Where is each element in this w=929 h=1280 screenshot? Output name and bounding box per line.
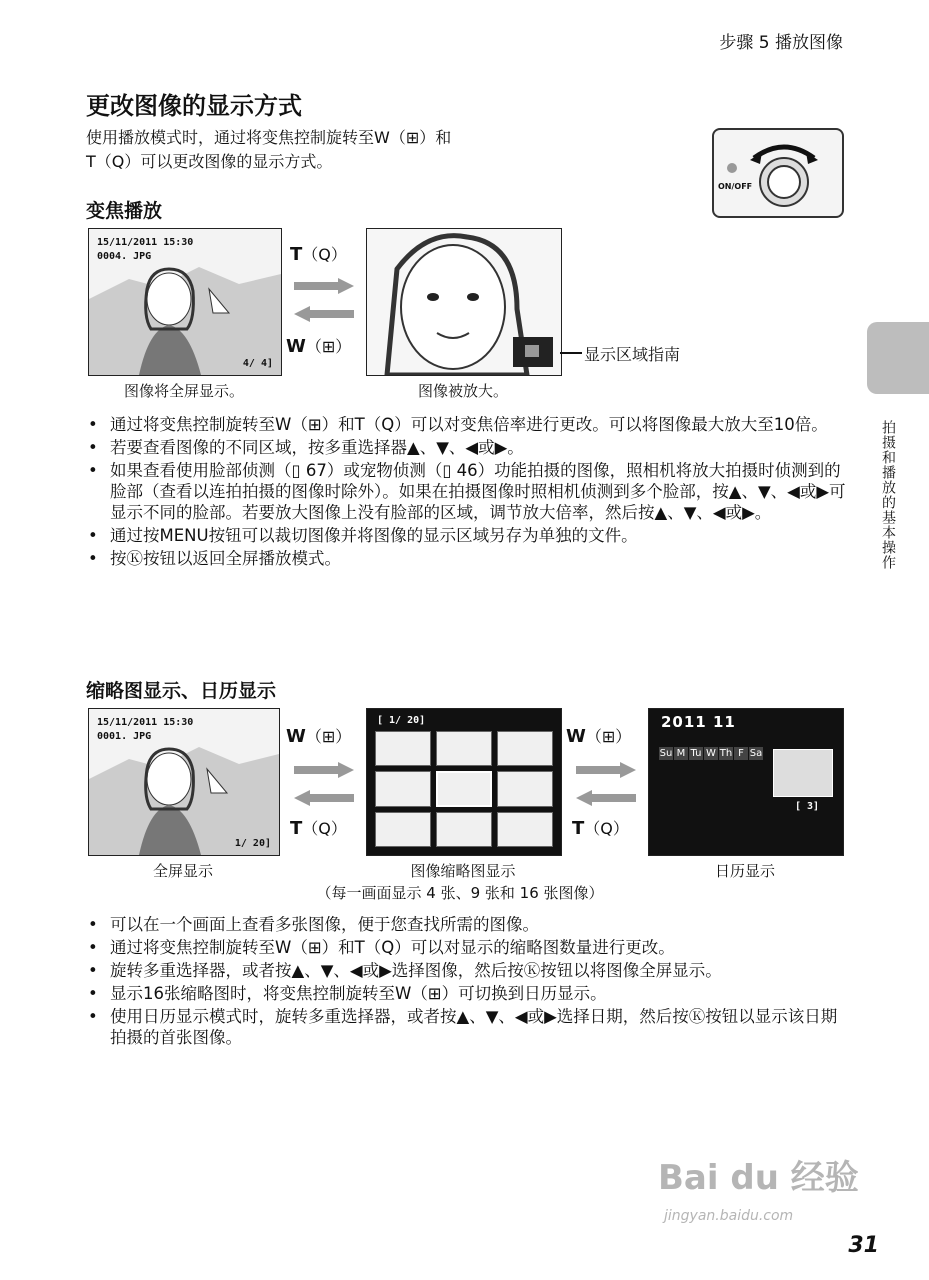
weekday-label: Su xyxy=(659,748,673,759)
calendar-grid xyxy=(659,747,763,760)
list-item: • 若要查看图像的不同区域，按多重选择器▲、▼、◀或▶。 xyxy=(88,437,848,458)
zoom-bullet-list xyxy=(88,414,848,571)
intro-line-1: 使用播放模式时，通过将变焦控制旋转至W（⊞）和 xyxy=(86,128,452,147)
caption-fullscreen: 图像将全屏显示。 xyxy=(123,382,244,400)
intro-text xyxy=(86,126,666,174)
control-t-letter: T xyxy=(290,818,303,839)
list-item: • 通过将变焦控制旋转至W（⊞）和T（Q）可以对变焦倍率进行更改。可以将图像最大放大至10倍。 xyxy=(88,414,848,435)
page-number: 31 xyxy=(848,1233,879,1258)
thumbnail xyxy=(497,812,553,847)
thumbnail xyxy=(497,771,553,806)
thumbnail-selected xyxy=(436,771,492,806)
arrow-left-icon xyxy=(294,790,354,806)
control-w-letter: W xyxy=(286,726,306,747)
thumbnail-icon: （⊞） xyxy=(585,727,632,746)
control-t-2 xyxy=(290,816,347,839)
on-off-label: ON/OFF xyxy=(718,182,753,191)
calendar-screen xyxy=(648,708,844,856)
calendar-year-month: 2011 11 xyxy=(661,713,736,731)
list-item: • 可以在一个画面上查看多张图像，便于您查找所需的图像。 xyxy=(88,914,848,935)
zoom-in-icon: （Q） xyxy=(584,819,629,838)
control-w-3 xyxy=(566,724,631,747)
arrow-right-icon xyxy=(576,762,636,778)
thumbnail xyxy=(375,812,431,847)
control-t-3 xyxy=(572,816,629,839)
fullscreen-screen xyxy=(88,228,282,376)
thumbnail xyxy=(375,771,431,806)
control-w-2 xyxy=(286,724,351,747)
thumbnail-icon: （⊞） xyxy=(305,727,352,746)
screen-counter: 1/ 20] xyxy=(234,838,271,849)
display-area-guide-label: 显示区域指南 xyxy=(584,345,681,364)
calendar-counter: [ 3] xyxy=(795,801,820,812)
zoom-playback-title: 变焦播放 xyxy=(86,200,163,222)
intro-line-2: T（Q）可以更改图像的显示方式。 xyxy=(86,152,333,171)
thumbnail-screen xyxy=(366,708,562,856)
watermark-url: jingyan.baidu.com xyxy=(664,1208,794,1224)
list-item: • 如果查看使用脸部侦测（▯ 67）或宠物侦测（▯ 46）功能拍摄的图像，照相机将放大拍摄时侦测到的脸部（查看以连拍拍摄的图像时除外）。如果在拍摄图像时照相机侦测到多个脸部，按▲、▼、◀或▶可显示不同的脸部。若要放大图像上没有脸部的区域，调节放大倍率，然后按▲、▼、◀或▶。 xyxy=(88,460,848,523)
thumbnail-calendar-title: 缩略图显示、日历显示 xyxy=(86,680,277,702)
screen-datetime: 15/11/2011 15:30 xyxy=(97,237,194,248)
thumbnail xyxy=(497,731,553,766)
side-tab-marker xyxy=(867,322,929,394)
thumbnail xyxy=(436,731,492,766)
weekday-label: Sa xyxy=(749,748,763,759)
screen-filename: 0001. JPG xyxy=(97,731,152,742)
list-item: • 旋转多重选择器，或者按▲、▼、◀或▶选择图像，然后按Ⓚ按钮以将图像全屏显示。 xyxy=(88,960,848,981)
list-item: • 通过按MENU按钮可以裁切图像并将图像的显示区域另存为单独的文件。 xyxy=(88,525,848,546)
arrow-left-icon xyxy=(294,306,354,322)
caption-zoomed: 图像被放大。 xyxy=(417,382,508,400)
thumbnail-counter: [ 1/ 20] xyxy=(377,715,426,726)
control-t-letter: T xyxy=(572,818,585,839)
control-t xyxy=(290,242,347,265)
guide-pointer-line xyxy=(560,352,582,354)
caption-note: （每一画面显示 4 张、9 张和 16 张图像） xyxy=(316,884,604,902)
chapter-header: 步骤 5 播放图像 xyxy=(719,33,843,53)
weekday-label: Th xyxy=(719,748,733,759)
zoom-in-icon: （Q） xyxy=(302,819,347,838)
weekday-label: F xyxy=(734,747,748,760)
caption-calendar-display: 日历显示 xyxy=(714,862,775,880)
screen-counter: 4/ 4] xyxy=(242,358,273,369)
weekday-label: W xyxy=(704,747,718,760)
list-item: • 按Ⓚ按钮以返回全屏播放模式。 xyxy=(88,548,848,569)
screen-filename: 0004. JPG xyxy=(97,251,152,262)
weekday-label: M xyxy=(674,747,688,760)
control-t-letter: T xyxy=(290,244,303,265)
arrow-right-icon xyxy=(294,278,354,294)
zoomed-screen xyxy=(366,228,562,376)
zoomed-face-image xyxy=(367,229,561,375)
thumbnail xyxy=(375,731,431,766)
arrow-left-icon xyxy=(576,790,636,806)
control-w xyxy=(286,334,351,357)
control-w-letter: W xyxy=(286,336,306,357)
list-item: • 显示16张缩略图时，将变焦控制旋转至W（⊞）可切换到日历显示。 xyxy=(88,983,848,1004)
fullscreen-screen-2 xyxy=(88,708,280,856)
thumbnail xyxy=(436,812,492,847)
control-w-letter: W xyxy=(566,726,586,747)
thumbnail-grid xyxy=(375,731,553,847)
screen-datetime: 15/11/2011 15:30 xyxy=(97,717,194,728)
caption-thumbnail-display: 图像缩略图显示 xyxy=(410,862,516,880)
arrow-right-icon xyxy=(294,762,354,778)
caption-full-display: 全屏显示 xyxy=(152,862,213,880)
page-title: 更改图像的显示方式 xyxy=(86,92,302,120)
baidu-watermark: Bai du 经验 xyxy=(658,1158,859,1198)
weekday-label: Tu xyxy=(690,748,702,759)
zoom-in-icon: （Q） xyxy=(302,245,347,264)
list-item: • 使用日历显示模式时，旋转多重选择器，或者按▲、▼、◀或▶选择日期，然后按Ⓚ按钮以显示该日期拍摄的首张图像。 xyxy=(88,1006,848,1048)
camera-top-icon xyxy=(714,130,842,216)
thumbnail-bullet-list xyxy=(88,914,848,1050)
side-chapter-label: 拍摄和播放的基本操作 xyxy=(880,420,896,570)
zoom-control-illustration xyxy=(712,128,844,218)
thumbnail-icon: （⊞） xyxy=(305,337,352,356)
list-item: • 通过将变焦控制旋转至W（⊞）和T（Q）可以对显示的缩略图数量进行更改。 xyxy=(88,937,848,958)
calendar-preview-thumbnail xyxy=(773,749,833,797)
